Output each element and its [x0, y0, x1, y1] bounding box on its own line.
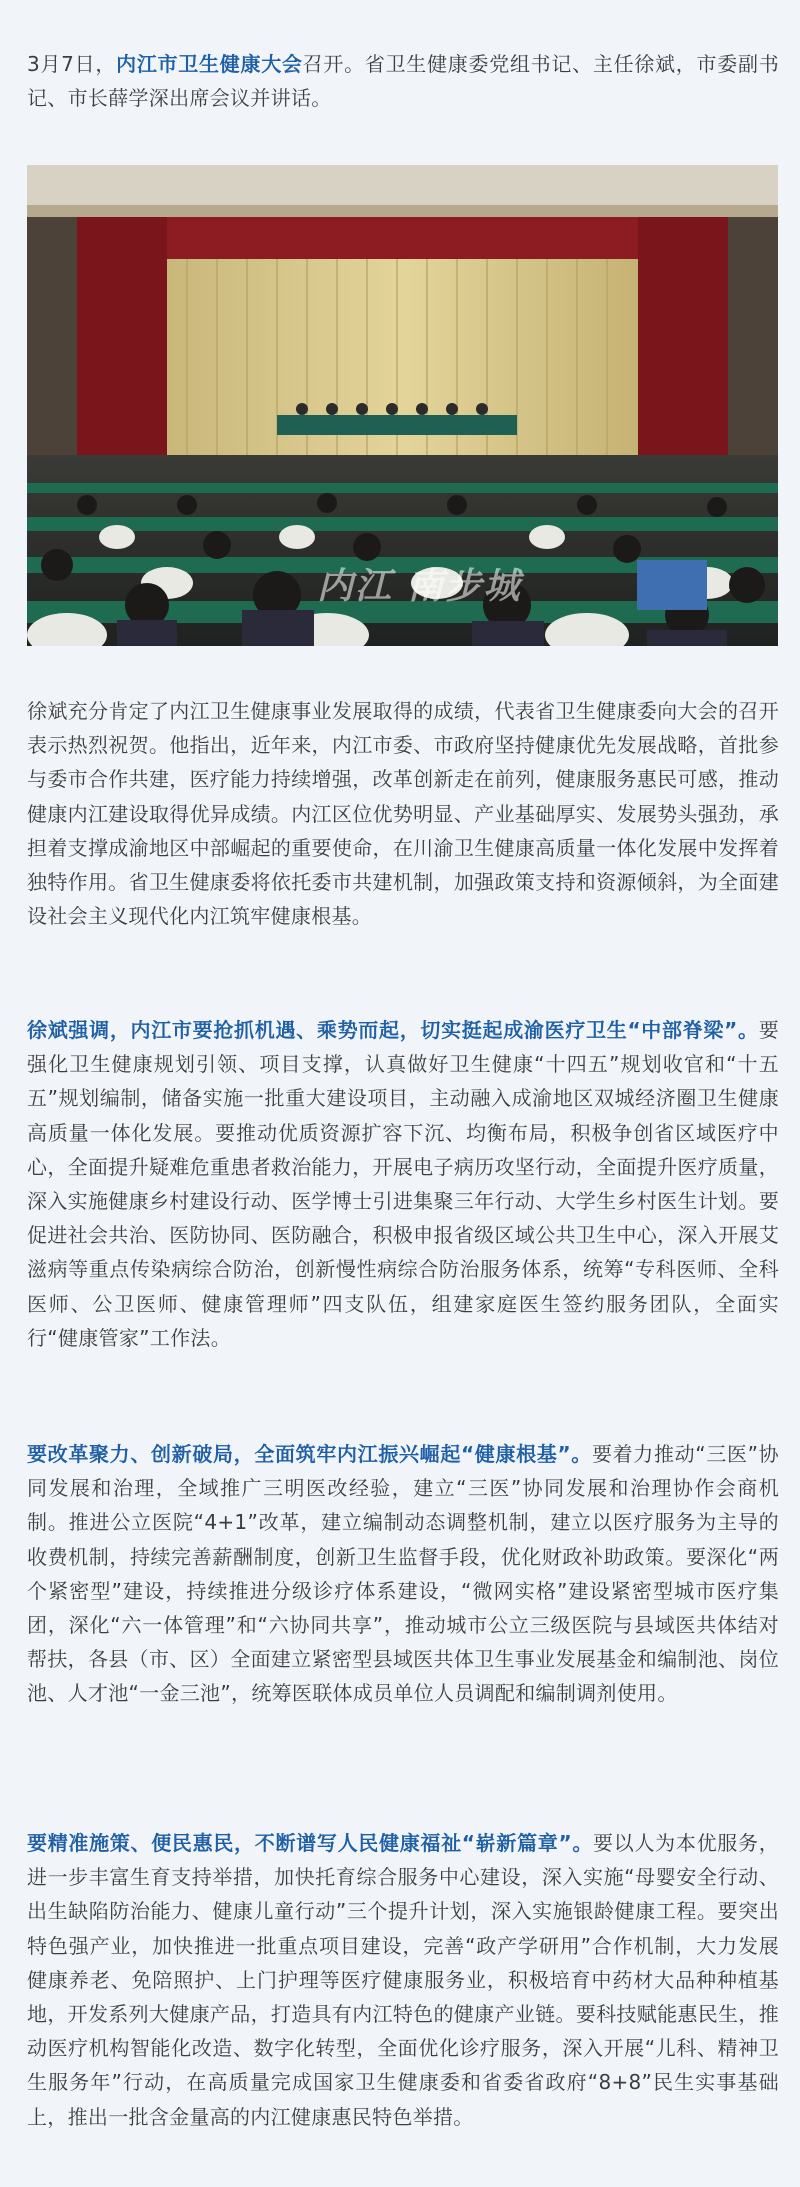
paragraph-2 [27, 1013, 779, 1355]
paragraph-2-body: 要强化卫生健康规划引领、项目支撑，认真做好卫生健康“十四五”规划收官和“十五五”规划编制，储备实施一批重大建设项目，主动融入成渝地区双城经济圈卫生健康高质量一体化发展。要推动优质资源扩容下沉、均衡布局，积极争创省区域医疗中心，全面提升疑难危重患者救治能力，开展电子病历攻坚行动，全面提升医疗质量，深入实施健康乡村建设行动、医学博士引进集聚三年行动、大学生乡村医生计划。要促进社会共治、医防协同、医防融合，积极申报省级区域公共卫生中心，深入开展艾滋病等重点传染病综合防治，创新慢性病综合防治服务体系，统筹“专科医师、全科医师、公卫医师、健康管理师”四支队伍，组建家庭医生签约服务团队，全面实行“健康管家”工作法。 [27, 1018, 779, 1350]
intro-rest: 召开。省卫生健康委党组书记、主任徐斌，市委副书记、市长薛学深出席会议并讲话。 [27, 52, 779, 111]
intro-date: 3月7日， [27, 52, 117, 76]
intro-meeting-name: 内江市卫生健康大会 [116, 52, 303, 76]
paragraph-3 [27, 1437, 779, 1711]
paragraph-1: 徐斌充分肯定了内江卫生健康事业发展取得的成绩，代表省卫生健康委向大会的召开表示热烈祝贺。他指出，近年来，内江市委、市政府坚持健康优先发展战略，首批参与委市合作共建，医疗能力持续增强，改革创新走在前列，健康服务惠民可感，推动健康内江建设取得优异成绩。内江区位优势明显、产业基础厚实、发展势头强劲，承担着支撑成渝地区中部崛起的重要使命，在川渝卫生健康高质量一体化发展中发挥着独特作用。省卫生健康委将依托委市共建机制，加强政策支持和资源倾斜，为全面建设社会主义现代化内江筑牢健康根基。 [27, 699, 779, 929]
meeting-photo [27, 165, 778, 646]
paragraph-2-lead: 徐斌强调，内江市要抢抓机遇、乘势而起，切实挺起成渝医疗卫生“中部脊梁”。 [27, 1018, 759, 1042]
paragraph-3-body: 要着力推动“三医”协同发展和治理，全域推广三明医改经验，建立“三医”协同发展和治理协作会商机制。推进公立医院“4+1”改革，建立编制动态调整机制，建立以医疗服务为主导的收费机制，持续完善薪酬制度，创新卫生监督手段，优化财政补助政策。要深化“两个紧密型”建设，持续推进分级诊疗体系建设，“微网实格”建设紧密型城市医疗集团，深化“六一体管理”和“六协同共享”，推动城市公立三级医院与县域医共体结对帮扶，各县（市、区）全面建立紧密型县域医共体卫生事业发展基金和编制池、岗位池、人才池“一金三池”，统筹医联体成员单位人员调配和编制调剂使用。 [27, 1442, 779, 1706]
photo-watermark: 内江 南步城 [317, 565, 522, 607]
intro-paragraph [27, 47, 779, 115]
paragraph-3-lead: 要改革聚力、创新破局，全面筑牢内江振兴崛起“健康根基”。 [27, 1442, 592, 1466]
paragraph-4-lead: 要精准施策、便民惠民，不断谱写人民健康福祉“崭新篇章”。 [27, 1831, 594, 1855]
paragraph-4 [27, 1826, 779, 2134]
paragraph-4-body: 要以人为本优服务，进一步丰富生育支持举措，加快托育综合服务中心建设，深入实施“母婴安全行动、出生缺陷防治能力、健康儿童行动”三个提升计划，深入实施银龄健康工程。要突出特色强产业，加快推进一批重点项目建设，完善“政产学研用”合作机制，大力发展健康养老、免陪照护、上门护理等医疗健康服务业，积极培育中药材大品种种植基地，开发系列大健康产品，打造具有内江特色的健康产业链。要科技赋能惠民生，推动医疗机构智能化改造、数字化转型，全面优化诊疗服务，深入开展“儿科、精神卫生服务年”行动，在高质量完成国家卫生健康委和省委省政府“8+8”民生实事基础上，推出一批含金量高的内江健康惠民特色举措。 [27, 1831, 779, 2129]
